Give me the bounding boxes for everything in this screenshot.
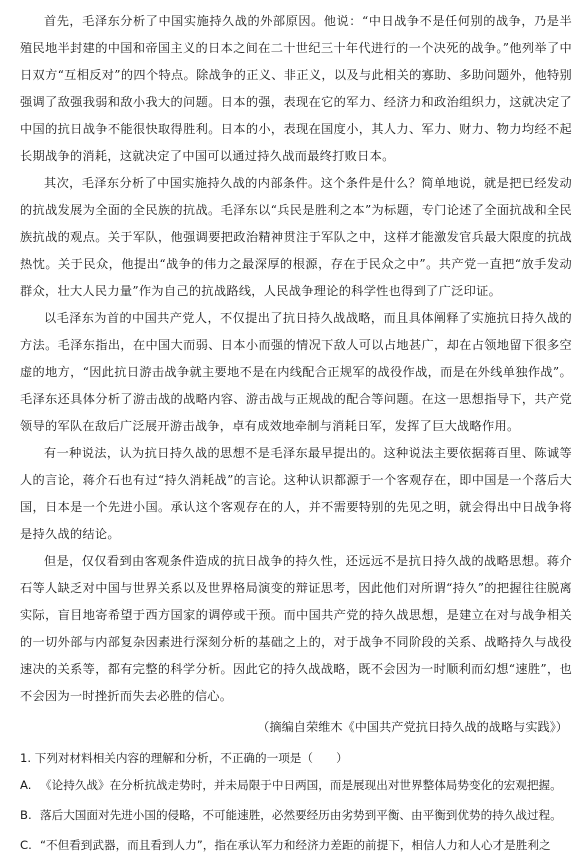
option-c	[20, 830, 572, 860]
question-stem: 1. 下列对材料相关内容的理解和分析，不正确的一项是（ ）	[20, 751, 348, 765]
option-letter: B.	[20, 808, 32, 822]
option-letter: C.	[20, 838, 32, 852]
paragraph: 首先，毛泽东分析了中国实施持久战的外部原因。他说：“中日战争不是任何别的战争，乃是半殖民地半封建的中国和帝国主义的日本之间在二十世纪三十年代进行的一个决死的战争。”他列举了中日双方“互相反对”的四个特点。除战争的正义、非正义，以及与此相关的寡助、多助问题外，他特别强调了敌强我弱和敌小我大的问题。日本的强，表现在它的军力、经济力和政治组织力，这就决定了中国的抗日战争不能很快取得胜利。日本的小，表现在国度小，其人力、军力、财力、物力均经不起长期战争的消耗，这就决定了中国可以通过持久战而最终打败日本。	[20, 14, 572, 163]
article-body	[20, 8, 572, 740]
question-block	[20, 746, 572, 860]
option-text: 《论持久战》在分析抗战走势时，并未局限于中日两国，而是展现出对世界整体局势变化的宏观把握。	[40, 778, 562, 792]
paragraph: 但是，仅仅看到由客观条件造成的抗日战争的持久性，还远远不是抗日持久战的战略思想。蒋介石等人缺乏对中国与世界关系以及世界格局演变的辩证思考，因此他们对所谓“持久”的把握往往脱离实际，盲目地寄希望于西方国家的调停或干预。而中国共产党的持久战思想，是建立在对与战争相关的一切外部与内部复杂因素进行深刻分析的基础之上的，对于战争不同阶段的关系、战略持久与战役速决的关系等，都有完整的科学分析。因此它的持久战战略，既不会因为一时顺利而幻想“速胜”，也不会因为一时挫折而失去必胜的信心。	[20, 554, 572, 703]
option-text: “不但看到武器，而且看到人力”，指在承认军力和经济力差距的前提下，相信人力和人心才是胜利之	[40, 838, 551, 852]
paragraph: 其次，毛泽东分析了中国实施持久战的内部条件。这个条件是什么？简单地说，就是把已经发动的抗战发展为全面的全民族的抗战。毛泽东以“兵民是胜利之本”为标题，专门论述了全面抗战和全民族抗战的观点。关于军队，他强调要把政治精神贯注于军队之中，这样才能激发官兵最大限度的抗战热忱。关于民众，他提出“战争的伟力之最深厚的根源，存在于民众之中”。共产党一直把“放手发动群众，壮大人民力量”作为自己的抗战路线，人民战争理论的科学性也得到了广泛印证。	[20, 176, 572, 298]
source-citation: （摘编自荣维木《中国共产党抗日持久战的战略与实践》）	[257, 720, 568, 734]
paragraph: 有一种说法，认为抗日持久战的思想不是毛泽东最早提出的。这种说法主要依据蒋百里、陈诚等人的言论，蒋介石也有过“持久消耗战”的言论。这种认识都源于一个客观存在，即中国是一个落后大国，日本是一个先进小国。承认这个客观存在的人，并不需要特别的先见之明，就会得出中日战争将是持久战的结论。	[20, 446, 572, 541]
option-text: 落后大国面对先进小国的侵略，不可能速胜，必然要经历由劣势到平衡、由平衡到优势的持久战过程。	[40, 808, 562, 822]
option-a	[20, 770, 572, 800]
option-letter: A.	[20, 778, 32, 792]
paragraph: 以毛泽东为首的中国共产党人，不仅提出了抗日持久战战略，而且具体阐释了实施抗日持久战的方法。毛泽东指出，在中国大而弱、日本小而强的情况下敌人可以占地甚广，却在占领地留下很多空虚的地方，“因此抗日游击战争就主要地不是在内线配合正规军的战役作战，而是在外线单独作战”。毛泽东还具体分析了游击战的战略内容、游击战与正规战的配合等问题。在这一思想指导下，共产党领导的军队在敌后广泛展开游击战争，卓有成效地牵制与消耗日军，发挥了巨大战略作用。	[20, 311, 572, 433]
option-b	[20, 800, 572, 830]
